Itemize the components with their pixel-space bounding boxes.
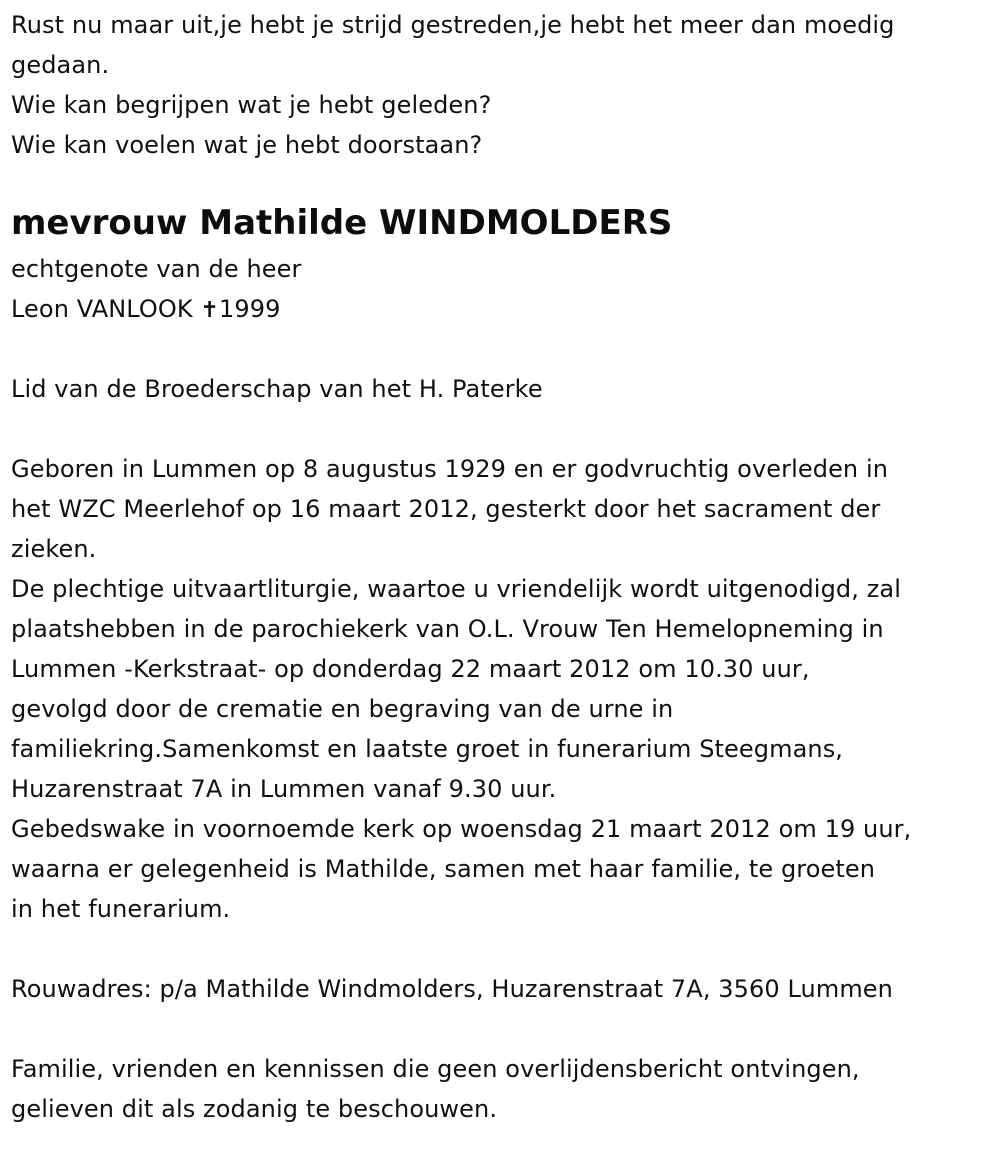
- spacer: [11, 929, 996, 969]
- spacer: [11, 409, 996, 449]
- obituary-notice: [11, 5, 996, 1129]
- details-line: Huzarenstraat 7A in Lummen vanaf 9.30 uur.: [11, 775, 557, 803]
- details-line: plaatshebben in de parochiekerk van O.L. Vrouw Ten Hemelopneming in: [11, 615, 884, 643]
- poem-line-4: Wie kan voelen wat je hebt doorstaan?: [11, 131, 483, 159]
- details-line: Gebedswake in voornoemde kerk op woensdag 21 maart 2012 om 19 uur,: [11, 815, 912, 843]
- details-line: het WZC Meerlehof op 16 maart 2012, gesterkt door het sacrament der: [11, 495, 881, 523]
- details-line: De plechtige uitvaartliturgie, waartoe u vriendelijk wordt uitgenodigd, zal: [11, 575, 901, 603]
- details-line: gevolgd door de crematie en begraving van de urne in: [11, 695, 674, 723]
- deceased-name: mevrouw Mathilde WINDMOLDERS: [11, 203, 673, 243]
- spacer: [11, 1009, 996, 1049]
- details-line: Geboren in Lummen op 8 augustus 1929 en er godvruchtig overleden in: [11, 455, 889, 483]
- poem-line-3: Wie kan begrijpen wat je hebt geleden?: [11, 91, 492, 119]
- spouse-line: [11, 289, 996, 329]
- mourning-address: Rouwadres: p/a Mathilde Windmolders, Huzarenstraat 7A, 3560 Lummen: [11, 975, 893, 1003]
- spouse-death-year: 1999: [219, 295, 281, 323]
- closing-line-2: gelieven dit als zodanig te beschouwen.: [11, 1095, 498, 1123]
- details-line: in het funerarium.: [11, 895, 231, 923]
- details-line: waarna er gelegenheid is Mathilde, samen met haar familie, te groeten: [11, 855, 876, 883]
- poem: [11, 5, 996, 165]
- poem-line-1: Rust nu maar uit,je hebt je strijd gestreden,je hebt het meer dan moedig: [11, 11, 895, 39]
- closing-note: [11, 1049, 996, 1129]
- spouse-name: Leon VANLOOK: [11, 295, 193, 323]
- details-line: zieken.: [11, 535, 97, 563]
- poem-line-2: gedaan.: [11, 51, 110, 79]
- funeral-details: [11, 449, 996, 929]
- details-line: Lummen -Kerkstraat- op donderdag 22 maart 2012 om 10.30 uur,: [11, 655, 810, 683]
- spacer: [11, 329, 996, 369]
- cross-icon: ✝: [200, 298, 220, 323]
- closing-line-1: Familie, vrienden en kennissen die geen overlijdensbericht ontvingen,: [11, 1055, 860, 1083]
- spouse-intro: echtgenote van de heer: [11, 255, 302, 283]
- details-line: familiekring.Samenkomst en laatste groet in funerarium Steegmans,: [11, 735, 844, 763]
- membership: Lid van de Broederschap van het H. Paterke: [11, 375, 543, 403]
